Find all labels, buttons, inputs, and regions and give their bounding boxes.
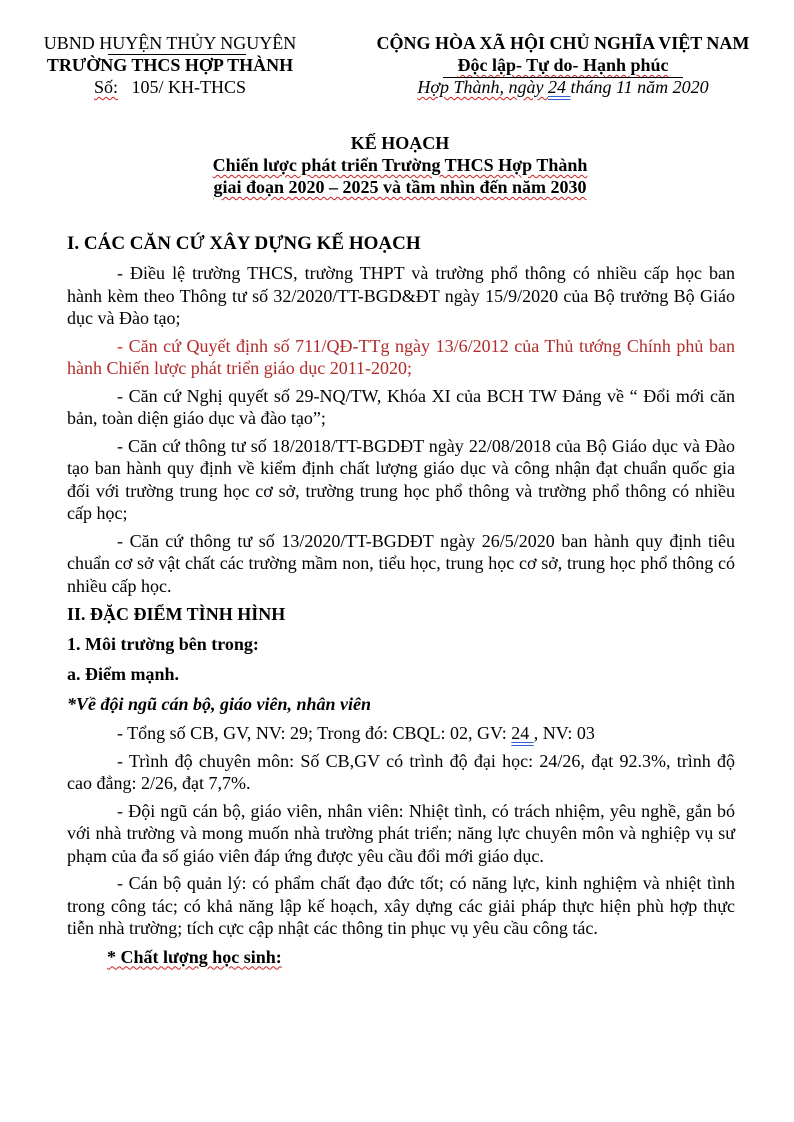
subsection-staff: *Về đội ngũ cán bộ, giáo viên, nhân viên — [67, 694, 372, 714]
basis-paragraph-2: - Căn cứ Quyết định số 711/QĐ-TTg ngày 13/6/2012 của Thủ tướng Chính phủ ban hành Chiến lược phát triển giáo dục 2011-2020; — [67, 335, 735, 378]
title-line-1: KẾ HOẠCH — [350, 133, 450, 153]
place-date — [352, 76, 774, 98]
staff-count-paragraph — [67, 722, 735, 745]
student-quality-heading: * Chất lượng học sinh: — [107, 946, 282, 967]
staff-count-prefix: - Tổng số CB, GV, NV: 29; Trong đó: CBQL: 02, GV: — [117, 723, 512, 743]
date-suffix: tháng 11 năm 2020 — [570, 77, 709, 97]
header-right — [352, 32, 774, 98]
national-title: CỘNG HÒA XÃ HỘI CHỦ NGHĨA VIỆT NAM — [376, 33, 750, 53]
staff-count-suffix: , NV: 03 — [533, 723, 595, 743]
school-name: TRƯỜNG THCS HỢP THÀNH — [46, 55, 294, 75]
basis-paragraph-1: - Điều lệ trường THCS, trường THPT và trường phổ thông có nhiều cấp học ban hành kèm theo Thông tư số 32/2020/TT-BGD&ĐT ngày 15/9/2020 của Bộ trưởng Bộ Giáo dục và Đào tạo; — [67, 263, 735, 328]
management-paragraph: - Cán bộ quản lý: có phẩm chất đạo đức tốt; có năng lực, kinh nghiệm và nhiệt tình trong công tác; có khả năng lập kế hoạch, xây dựng các giải pháp thực hiện phù hợp thực tiễn nhà trường; tích cực cập nhật các thông tin phục vụ yêu cầu công tác. — [67, 873, 735, 938]
basis-paragraph-3: - Căn cứ Nghị quyết số 29-NQ/TW, Khóa XI của BCH TW Đảng về “ Đổi mới căn bản, toàn diện giáo dục và đào tạo”; — [67, 385, 735, 428]
district-name: UBND HUYỆN THỦY NGUYÊN — [43, 33, 297, 53]
title-line-2: Chiến lược phát triển Trường THCS Hợp Thành — [212, 155, 588, 175]
date-day: 24 — [547, 77, 571, 97]
national-motto: Độc lập- Tự do- Hạnh phúc — [457, 55, 669, 75]
document-number-label: Số: — [93, 77, 118, 97]
date-prefix: Hợp Thành, ngày — [417, 77, 548, 97]
document-title — [100, 132, 700, 198]
document-body — [67, 228, 735, 968]
qualification-paragraph: - Trình độ chuyên môn: Số CB,GV có trình độ đại học: 24/26, đạt 92.3%, trình độ cao đẳng: 2/26, đạt 7,7%. — [67, 750, 735, 793]
subsection-strengths: a. Điểm mạnh. — [67, 664, 179, 684]
title-line-3: giai đoạn 2020 – 2025 và tầm nhìn đến năm 2030 — [213, 177, 587, 197]
staff-quality-paragraph: - Đội ngũ cán bộ, giáo viên, nhân viên: Nhiệt tình, có trách nhiệm, yêu nghề, gắn bó với nhà trường và mong muốn nhà trường phát triển; năng lực chuyên môn và nghiệp vụ sư phạm của đa số giáo viên đáp ứng được yêu cầu đổi mới giáo dục. — [67, 800, 735, 866]
header-right-rule — [443, 77, 683, 78]
header-left-rule — [108, 54, 246, 55]
document-number-value: 105/ KH-THCS — [131, 77, 247, 97]
basis-paragraph-4: - Căn cứ thông tư số 18/2018/TT-BGDĐT ngày 22/08/2018 của Bộ Giáo dục và Đào tạo ban hành quy định về kiểm định chất lượng giáo dục và công nhận đạt chuẩn quốc gia đối với trường trung học cơ sở, trường trung học phổ thông và trường phổ thông có nhiều cấp học; — [67, 435, 735, 523]
document-number — [20, 76, 320, 98]
section-2-heading: II. ĐẶC ĐIỂM TÌNH HÌNH — [67, 604, 286, 624]
staff-count-gv: 24 — [511, 723, 534, 743]
section-1-heading: I. CÁC CĂN CỨ XÂY DỰNG KẾ HOẠCH — [67, 233, 421, 254]
subsection-internal-environment: 1. Môi trường bên trong: — [67, 634, 259, 654]
basis-paragraph-5: - Căn cứ thông tư số 13/2020/TT-BGDĐT ngày 26/5/2020 ban hành quy định tiêu chuẩn cơ sở vật chất các trường mầm non, tiểu học, trung học cơ sở, trung học phổ thông có nhiều cấp học. — [67, 530, 735, 596]
header-left — [20, 32, 320, 98]
